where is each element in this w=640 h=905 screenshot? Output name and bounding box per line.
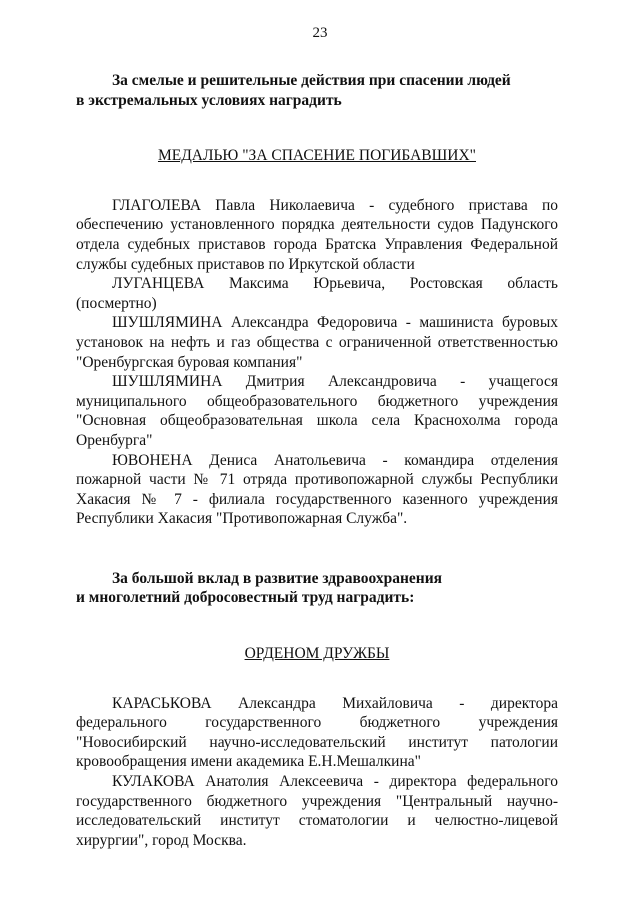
awardee-entry: ЮВОНЕНА Дениса Анатольевича - командира отделения пожарной части № 71 отряда противопожарной службы Республики Хакасия № 7 - филиала государственного казенного учреждения Республики Хакасия "Противопожарная Служба". [76, 451, 558, 528]
awardee-entry: КАРАСЬКОВА Александра Михайловича - директора федерального государственного бюджетного учреждения "Новосибирский научно-исследовательский институт патологии кровообращения имени академика Е.Н.Мешалкина" [76, 694, 558, 771]
award-section-healthcare [76, 569, 558, 851]
awardee-entry: ГЛАГОЛЕВА Павла Николаевича - судебного пристава по обеспечению установленного порядка деятельности судов Падунского отдела судебных приставов города Братска Управления Федеральной службы судебных приставов по Иркутской области [76, 196, 558, 273]
awardee-entry: КУЛАКОВА Анатолия Алексеевича - директора федерального государственного бюджетного учреждения "Центральный научно-исследовательский институт стоматологии и челюстно-лицевой хирургии", город Москва. [76, 773, 558, 849]
intro-line-1: За смелые и решительные действия при спасении людей [112, 72, 511, 89]
intro-line-2: и многолетний добросовестный труд наградить: [76, 589, 415, 607]
award-title: МЕДАЛЬЮ "ЗА СПАСЕНИЕ ПОГИБАВШИХ" [157, 147, 476, 165]
intro-line-1: За большой вклад в развитие здравоохранения [112, 569, 443, 587]
section-intro [76, 71, 558, 110]
awardee-entry: ШУШЛЯМИНА Александра Федоровича - машиниста буровых установок на нефть и газ общества с ограниченной ответственностью "Оренбургская буровая компания" [76, 314, 558, 371]
awardee-entry: ШУШЛЯМИНА Дмитрия Александровича - учащегося муниципального общеобразовательного бюджетного учреждения "Основная общеобразовательная школа села Краснохолма города Оренбурга" [76, 373, 558, 449]
section-intro [76, 569, 558, 608]
intro-line-2: в экстремальных условиях наградить [76, 91, 342, 109]
award-section-rescue [76, 71, 558, 529]
page-number: 23 [312, 25, 328, 41]
award-title: ОРДЕНОМ ДРУЖБЫ [244, 645, 390, 663]
awardee-entry: ЛУГАНЦЕВА Максима Юрьевича, Ростовская область (посмертно) [76, 275, 558, 312]
document-body [76, 71, 558, 850]
